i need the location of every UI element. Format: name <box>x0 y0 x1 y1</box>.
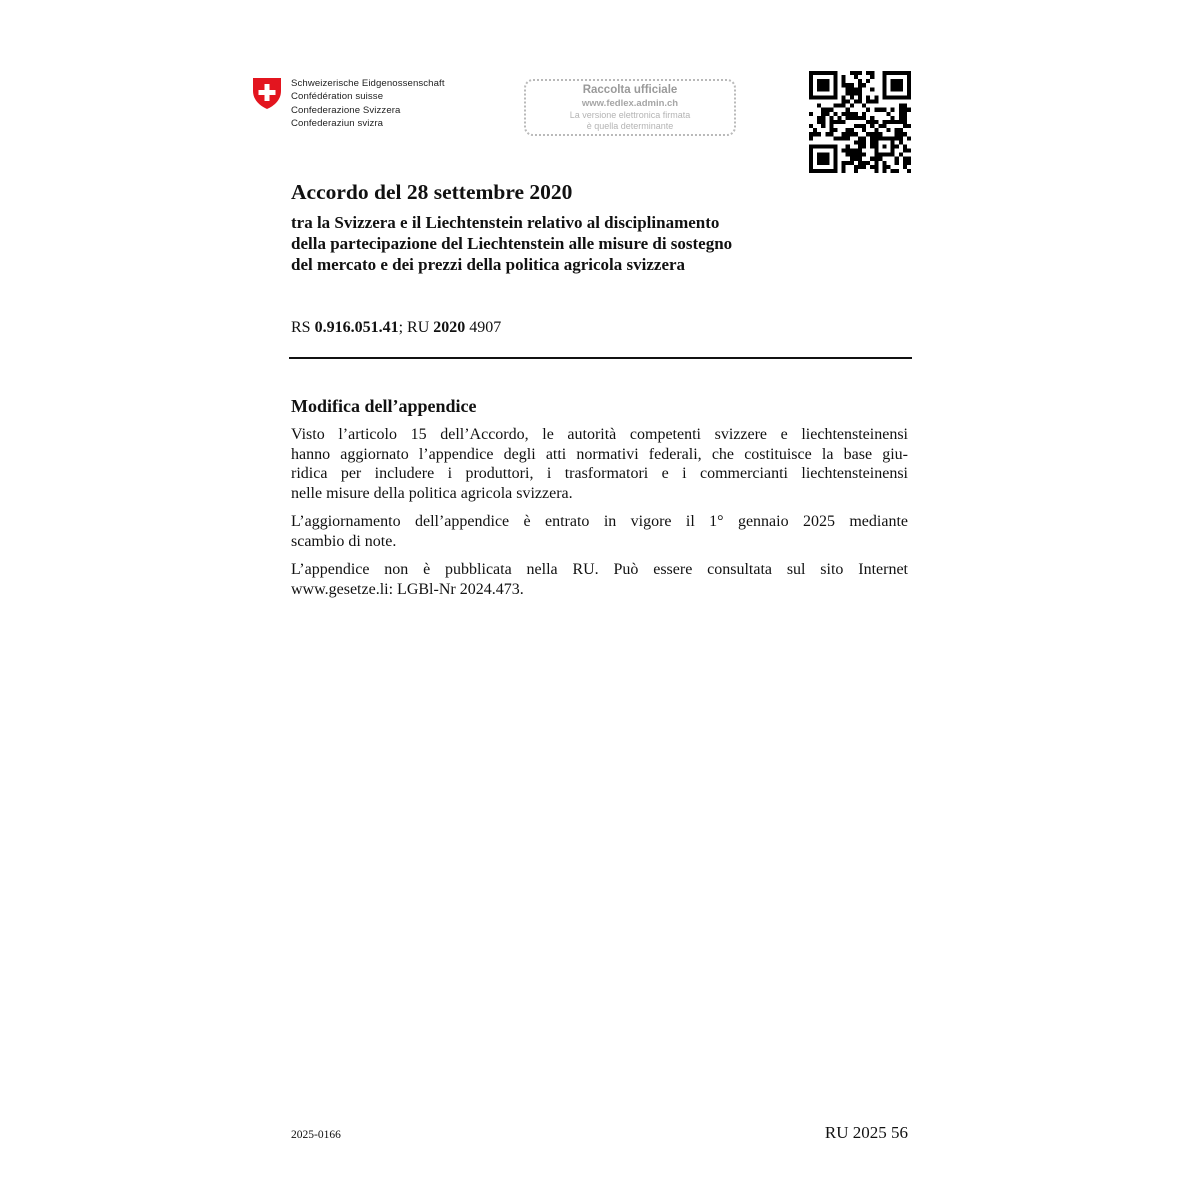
stamp-url: www.fedlex.admin.ch <box>581 98 679 109</box>
confederation-name-rm: Confederaziun svizra <box>291 118 384 130</box>
ru-label: RU <box>407 319 430 336</box>
section-heading: Modifica dell’appendice <box>291 396 477 416</box>
paragraph-line: ridica per includere i produttori, i trasformatori e i commercianti liechtensteinensi <box>291 465 908 482</box>
ru-page: 4907 <box>469 319 502 336</box>
subtitle-line: tra la Svizzera e il Liechtenstein relativo al disciplinamento <box>291 213 720 232</box>
paragraph-line: L’aggiornamento dell’appendice è entrato in vigore il 1° gennaio 2025 mediante <box>291 513 908 530</box>
confederation-name-it: Confederazione Svizzera <box>291 104 401 116</box>
document-title: Accordo del 28 settembre 2020 <box>291 180 573 204</box>
horizontal-rule <box>289 357 912 359</box>
reference-line <box>291 318 501 338</box>
rs-number: 0.916.051.41 <box>314 319 399 336</box>
confederation-name-fr: Confédération suisse <box>291 91 384 103</box>
body-text <box>291 425 908 608</box>
paragraph-2 <box>291 512 908 551</box>
ru-year: 2020 <box>433 319 466 336</box>
swiss-shield-icon <box>252 77 282 110</box>
reference-separator: ; <box>398 319 404 336</box>
paragraph-line: Visto l’articolo 15 dell’Accordo, le autorità competenti svizzere e liechtensteinensi <box>291 426 908 443</box>
paragraph-line: hanno aggiornato l’appendice degli atti normativi federali, che costituisce la base giu- <box>291 445 908 463</box>
stamp-note-line1: La versione elettronica firmata <box>569 110 691 120</box>
subtitle-line: della partecipazione del Liechtenstein alle misure di sostegno <box>291 234 733 253</box>
official-collection-stamp <box>524 79 736 136</box>
paragraph-line: www.gesetze.li: LGBl-Nr 2024.473. <box>291 580 524 598</box>
confederation-name-de: Schweizerische Eidgenossenschaft <box>291 78 445 89</box>
footer-publication-ref: RU 2025 56 <box>824 1123 908 1142</box>
stamp-title: Raccolta ufficiale <box>582 84 678 96</box>
paragraph-3 <box>291 560 908 599</box>
stamp-note-line2: è quella determinante <box>586 121 674 131</box>
paragraph-line: scambio di note. <box>291 532 397 550</box>
subtitle-line: del mercato e dei prezzi della politica agricola svizzera <box>291 255 686 274</box>
document-subtitle <box>291 212 911 275</box>
confederation-logo <box>252 77 445 131</box>
paragraph-line: nelle misure della politica agricola svizzera. <box>291 484 573 502</box>
paragraph-1 <box>291 425 908 503</box>
confederation-names <box>291 77 445 131</box>
paragraph-line: L’appendice non è pubblicata nella RU. Può essere consultata sul sito Internet <box>291 561 908 578</box>
rs-label: RS <box>291 319 311 336</box>
qr-code-icon <box>809 71 911 173</box>
footer-document-id: 2025-0166 <box>291 1129 341 1141</box>
